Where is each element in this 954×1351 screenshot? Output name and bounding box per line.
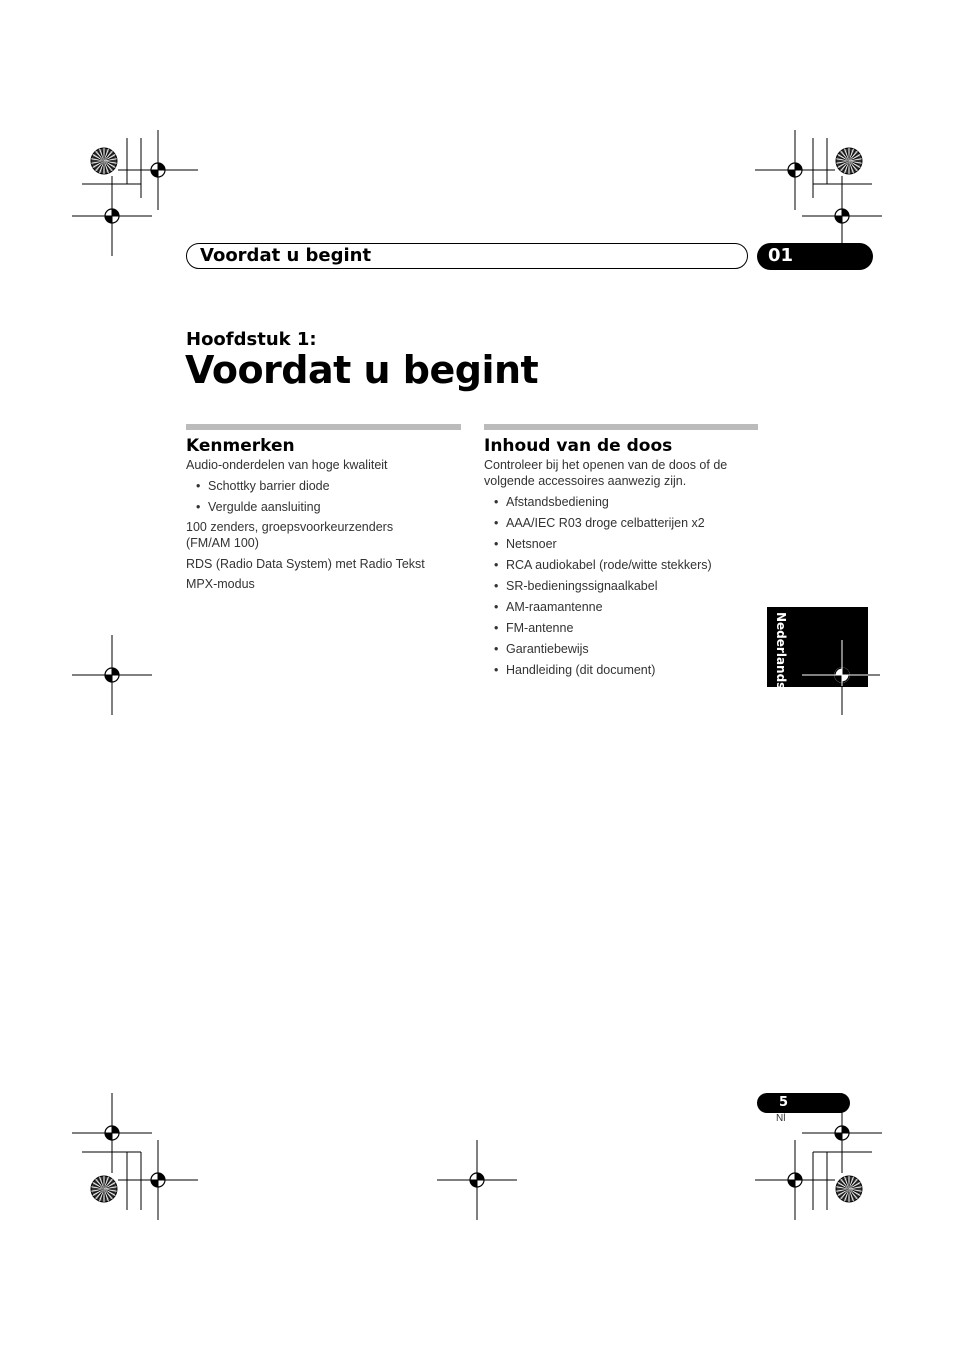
- crosshair-icon: [118, 1140, 198, 1220]
- list-item: • SR-bedieningssignaalkabel: [484, 578, 758, 594]
- list-item: • AAA/IEC R03 droge celbatterijen x2: [484, 515, 758, 531]
- list-item: • Handleiding (dit document): [484, 662, 758, 678]
- crosshair-icon: [755, 130, 835, 210]
- features-section: [186, 424, 461, 592]
- list-item: • Schottky barrier diode: [186, 478, 461, 494]
- page-language-code: Nl: [776, 1113, 786, 1124]
- list-item: • AM-raamantenne: [484, 599, 758, 615]
- paragraph: volgende accessoires aanwezig zijn.: [484, 474, 687, 488]
- list-item: • Netsnoer: [484, 536, 758, 552]
- paragraph: (FM/AM 100): [186, 536, 259, 550]
- feature-list: [186, 478, 461, 515]
- section-divider: [186, 424, 461, 430]
- crosshair-icon: [755, 1140, 835, 1220]
- list-item: • RCA audiokabel (rode/witte stekkers): [484, 557, 758, 573]
- crosshair-icon: [118, 130, 198, 210]
- paragraph: Audio-onderdelen van hoge kwaliteit: [186, 458, 388, 472]
- page-number: 5: [779, 1095, 789, 1110]
- language-label: Nederlands: [774, 612, 788, 690]
- paragraph: Controleer bij het openen van de doos of de: [484, 458, 728, 472]
- chapter-label: Hoofdstuk 1:: [186, 329, 317, 350]
- crosshair-icon: [72, 176, 152, 256]
- list-item: • Afstandsbediening: [484, 494, 758, 510]
- paragraph: RDS (Radio Data System) met Radio Tekst: [186, 557, 425, 571]
- chapter-title: Voordat u begint: [185, 348, 539, 392]
- accessory-list: [484, 494, 758, 678]
- list-item: • Garantiebewijs: [484, 641, 758, 657]
- list-item: • Vergulde aansluiting: [186, 499, 461, 515]
- chapter-number: 01: [768, 245, 794, 266]
- section-heading: Kenmerken: [186, 436, 295, 456]
- language-tab-label: [770, 612, 792, 690]
- box-contents-section: [484, 424, 758, 678]
- paragraph: 100 zenders, groepsvoorkeurzenders: [186, 520, 394, 534]
- crosshair-icon: [72, 1093, 152, 1173]
- list-item: • FM-antenne: [484, 620, 758, 636]
- section-heading: Inhoud van de doos: [484, 436, 673, 456]
- crosshair-icon: [437, 1140, 517, 1220]
- crosshair-icon: [72, 635, 152, 715]
- section-divider: [484, 424, 758, 430]
- page-number-badge: [757, 1093, 850, 1113]
- paragraph: MPX-modus: [186, 577, 255, 591]
- header-title: Voordat u begint: [200, 245, 372, 266]
